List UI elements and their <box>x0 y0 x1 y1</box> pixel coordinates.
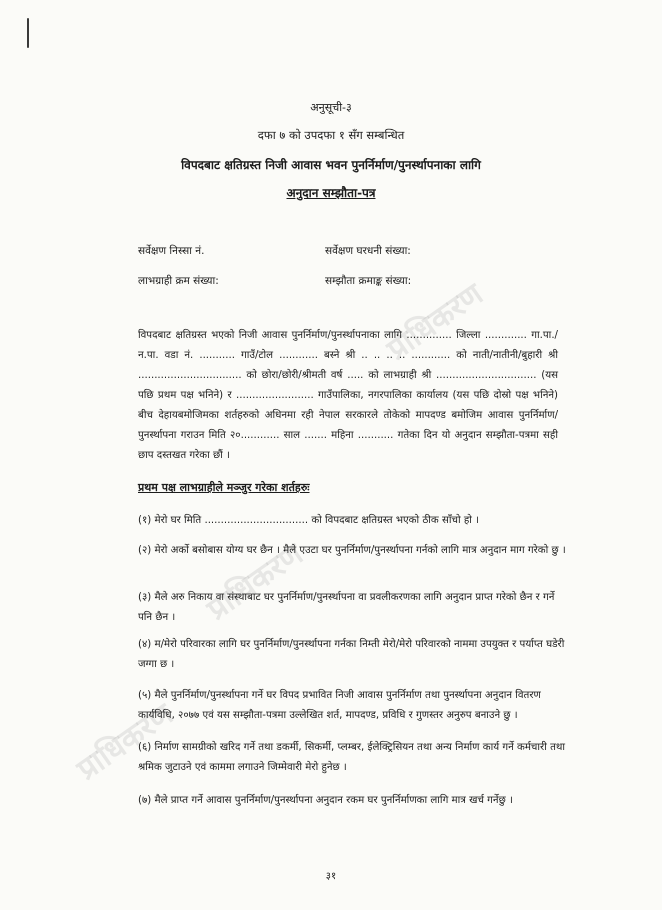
reference-heading: दफा ७ को उपदफा १ सँग सम्बन्धित <box>257 128 405 142</box>
clause-4: (४) म/मेरो परिवारका लागि घर पुनर्निर्माण/पुनर्स्थापना गर्नका निम्ती मेरो/मेरो परिवारको नाममा उपयुक्त र पर्याप्त घडेरी जग्गा छ । <box>138 639 565 670</box>
page-number: ३१ <box>325 871 337 882</box>
intro-paragraph: विपदबाट क्षतिग्रस्त भएको निजी आवास पुनर्निर्माण/पुनर्स्थापनाका लागि .............. जिल्ला ............. गा.पा./न.पा. वडा नं. ........... गाउँ/टोल ............ बस्ने श्री .. .. .. .. ............ को नाती/नातीनी/बुहारी श्री ................................ को छोरा/छोरी/श्रीमती वर्ष ..... को लाभग्राही श्री ............................... (यस पछि प्रथम पक्ष भनिने) र ........................ गाउँपालिका, नगरपालिका कार्यालय (यस पछि दोस्रो पक्ष भनिने) बीच देहायबमोजिमका शर्तहरुको अधिनमा रही नेपाल सरकारले तोकेको मापदण्ड बमोजिम आवास पुनर्निर्माण/पुनर्स्थापना गराउन मिति २०............ साल ....... महिना ........... गतेका दिन यो अनुदान सम्झौता-पत्रमा सही छाप दस्तखत गरेका छौं । <box>138 330 559 461</box>
watermark: प्राधिकरण <box>70 696 180 788</box>
clause-6: (६) निर्माण सामग्रीको खरिद गर्ने तथा डकर्मी, सिकर्मी, प्लम्बर, ईलेक्ट्रिसियन तथा अन्य निर्माण कार्य गर्ने कर्मचारी तथा श्रमिक जुटाउने एवं काममा लगाउने जिम्मेवारी मेरो हुनेछ । <box>138 742 566 773</box>
clause-3: (३) मैले अरु निकाय वा संस्थाबाट घर पुनर्निर्माण/पुनर्स्थापना वा प्रवलीकरणका लागि अनुदान प्राप्त गरेको छैन र गर्ने पनि छैन । <box>138 592 555 623</box>
beneficiary-number-field: लाभग्राही क्रम संख्या: <box>138 275 219 287</box>
watermark: प्राधिकरण <box>200 536 310 628</box>
section-title: प्रथम पक्ष लाभग्राहीले मञ्जुर गरेका शर्तहरुः <box>138 481 310 494</box>
clause-7: (७) मैले प्राप्त गर्ने आवास पुनर्निर्माण/पुनर्स्थापना अनुदान रकम घर पुनर्निर्माणका लागि मात्र खर्च गर्नेछु । <box>138 795 513 806</box>
watermark: प्राधिकरण <box>380 276 490 368</box>
margin-mark <box>27 18 29 48</box>
clause-1: (१) मेरो घर मिति ................................ को विपदबाट क्षतिग्रस्त भएको ठीक साँचो हो । <box>138 515 479 526</box>
clause-5: (५) मैले पुनर्निर्माण/पुनर्स्थापना गर्ने घर विपद प्रभावित निजी आवास पुनर्निर्माण तथा पुनर्स्थापना अनुदान वितरण कार्यविधि, २०७७ एवं यस सम्झौता-पत्रमा उल्लेखित शर्त, मापदण्ड, प्रविधि र गुणस्तर अनुरुप बनाउने छु । <box>138 690 541 721</box>
household-number-field: सर्वेक्षण घरधनी संख्या: <box>325 245 411 257</box>
clause-2: (२) मेरो अर्को बसोबास योग्य घर छैन । मैले एउटा घर पुनर्निर्माण/पुनर्स्थापना गर्नको लागि मात्र अनुदान माग गरेको छु । <box>138 545 566 556</box>
document-title: विपदबाट क्षतिग्रस्त निजी आवास भवन पुनर्निर्माण/पुनर्स्थापनाका लागि <box>181 158 481 172</box>
agreement-number-field: सम्झौता क्रमाङ्क संख्या: <box>325 275 412 287</box>
schedule-heading: अनुसूची-३ <box>310 101 352 114</box>
document-subtitle: अनुदान सम्झौता-पत्र <box>286 186 376 200</box>
survey-number-field: सर्वेक्षण निस्सा नं. <box>138 245 205 257</box>
